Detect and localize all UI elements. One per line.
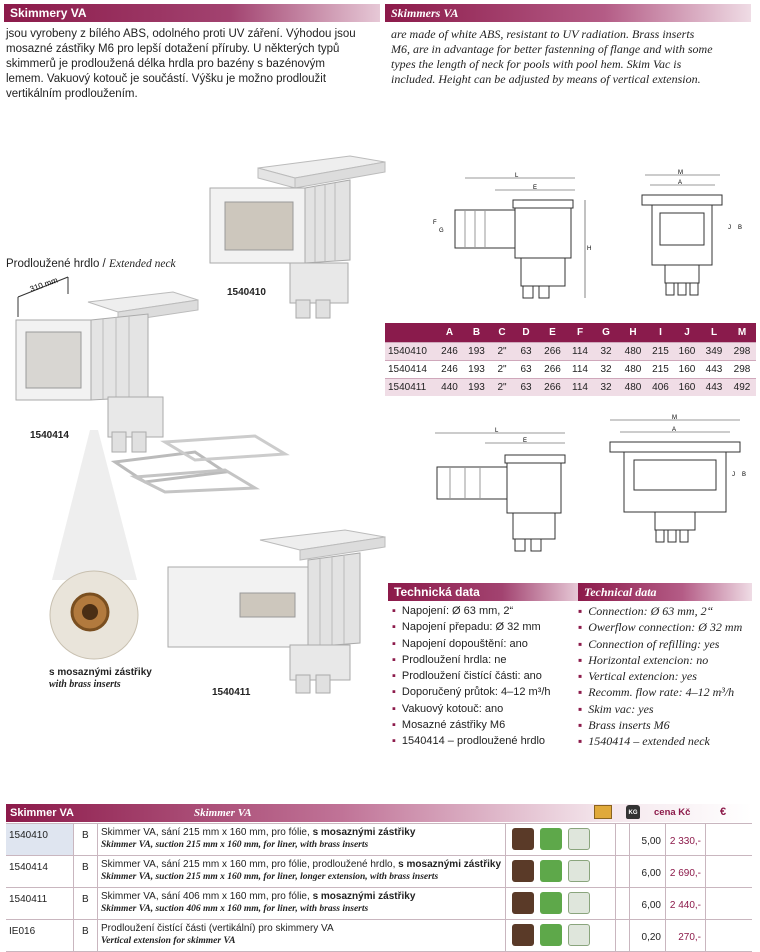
tech-title-cz: Technická data [394,585,480,599]
dim-cell: 2" [490,343,514,361]
tech-item: ▪ 1540414 – extended neck [578,733,754,749]
dim-cell: 2" [490,361,514,379]
eur-value [706,888,752,919]
brass-caption-en: with brass inserts [49,679,121,690]
dim-cell: 32 [593,361,619,379]
package-icon [594,805,612,819]
product-category: B [74,920,98,951]
product-description [98,856,506,887]
dim-cell: 266 [538,361,567,379]
svg-text:M: M [678,170,683,176]
dim-cell: 1540414 [385,361,436,379]
header-title-cz: Skimmery VA [10,6,87,20]
svg-text:E: E [533,185,538,191]
desc-cz: Skimmer VA, sání 215 mm x 160 mm, pro fólie, prodloužené hrdlo, [101,859,399,870]
tech-item: ▪ Vakuový kotouč: ano [392,701,577,717]
svg-text:B: B [742,472,747,478]
intro-en-line: included. Height can be adjusted by means of vertical extension. [391,72,701,86]
product-code[interactable] [6,824,74,855]
code-label-top: 1540410 [227,287,266,298]
dim-cell: 443 [700,361,728,379]
tech-item: ▪ Brass inserts M6 [578,717,754,733]
dim-cell: 246 [436,361,463,379]
dim-cell: 480 [619,361,647,379]
home-icon [568,828,590,850]
weight-icon [626,805,640,819]
thumb-up-icon [540,924,562,946]
dim-cell: 480 [619,379,647,397]
dim-cell: 63 [514,361,538,379]
dim-310-label: 310 mm [28,275,59,294]
tech-item: ▪ Owerflow connection: Ø 32 mm [578,619,754,635]
desc-cz-bold: s mosaznými zástřiky [312,891,416,902]
desc-en: Skimmer VA, suction 406 mm x 160 mm, for liner, [101,904,301,914]
tech-header-en [578,583,752,601]
tech-drawing-side-1 [425,168,595,308]
tech-item: ▪ Napojení dopouštění: ano [392,636,577,652]
tech-drawing-front-1 [630,165,750,310]
dim-cell: 266 [538,379,567,397]
feature-icons [506,824,616,855]
weight-value: 5,00 [630,824,666,855]
product-code[interactable] [6,920,74,951]
svg-text:J: J [732,472,735,478]
package-cell [616,824,630,855]
tech-list-en [578,603,754,750]
intro-en-line: M6, are in advantage for better fastenning of flange and with some [391,42,713,56]
product-description [98,888,506,919]
price-title-en: Skimmer VA [194,807,252,819]
dim-cell: 32 [593,343,619,361]
dim-header-cell: M [728,323,756,343]
dim-cell: 160 [674,343,700,361]
dim-cell: 215 [647,343,674,361]
product-code-text: 1540410 [9,830,48,841]
dim-cell: 193 [463,379,490,397]
eur-value [706,824,752,855]
dim-header-cell: C [490,323,514,343]
tech-item: ▪ Prodloužení čistící části: ano [392,668,577,684]
dim-cell: 114 [567,379,593,397]
intro-en [391,27,753,87]
product-code-text: 1540411 [9,894,48,905]
warranty-icon [512,828,534,850]
svg-text:G: G [439,228,444,234]
dim-cell: 443 [700,379,728,397]
price-table-header [6,804,752,822]
weight-value: 6,00 [630,888,666,919]
weight-icon-label: KG [628,810,638,816]
dim-cell: 492 [728,379,756,397]
thumb-up-icon [540,860,562,882]
product-code[interactable] [6,888,74,919]
dim-cell: 114 [567,343,593,361]
desc-en: Skimmer VA, suction 215 mm x 160 mm, for liner, [101,840,301,850]
dim-cell: 349 [700,343,728,361]
table-row [6,920,752,952]
intro-cz [6,27,382,102]
tech-item: ▪ Prodloužení hrdla: ne [392,652,577,668]
dim-cell: 406 [647,379,674,397]
feature-icons [506,920,616,951]
intro-cz-line: mosazné zástřiky M6 pro lepší dotažení příruby. U některých typů [6,43,340,55]
tech-item: ▪ Mosazné zástřiky M6 [392,717,577,733]
intro-en-line: are made of white ABS, resistant to UV radiation. Brass inserts [391,27,695,41]
intro-cz-line: lemem. Vakuový kotouč je součástí. Výšku je možno prodloužit [6,73,327,85]
dim-cell: 215 [647,361,674,379]
svg-text:A: A [672,427,677,433]
intro-en-line: types the length of neck for pools with pool hem. Skim Vac is [391,57,682,71]
tech-list-cz [392,603,577,750]
warranty-icon [512,860,534,882]
desc-en-bold: with brass inserts [370,872,439,882]
package-cell [616,920,630,951]
desc-cz-bold: s mosaznými zástřiky [312,827,416,838]
price-value: 2 690,- [666,856,706,887]
desc-en: Vertical extension for skimmer VA [101,936,236,946]
product-description [98,824,506,855]
dim-cell: 193 [463,361,490,379]
home-icon [568,860,590,882]
dim-header-cell: L [700,323,728,343]
intro-cz-line: skimmerů je prodloužená délka hrdla pro bazény s bazénovým [6,58,325,70]
home-icon [568,892,590,914]
product-code-text: IE016 [9,926,36,937]
tech-drawing-side-2 [425,425,585,560]
dim-cell: 114 [567,361,593,379]
home-icon [568,924,590,946]
dim-cell: 160 [674,361,700,379]
table-row [6,856,752,888]
package-cell [616,856,630,887]
brass-insert-image [42,430,152,665]
desc-en: Skimmer VA, suction 215 mm x 160 mm, for liner, longer extension, [101,872,371,882]
intro-cz-line: jsou vyrobeny z bílého ABS, odolného proti UV záření. Výhodou jsou [6,28,356,40]
price-title-cz: Skimmer VA [10,807,74,819]
feature-icons [506,888,616,919]
feature-icons [506,856,616,887]
dimensions-header-row [385,323,756,343]
svg-text:B: B [738,225,743,231]
product-category: B [74,824,98,855]
svg-text:L: L [495,428,499,434]
brass-caption-cz: s mosaznými zástřiky [49,667,152,678]
dim-cell: 266 [538,343,567,361]
skimmer-image-1540410 [200,150,390,325]
header-cz [4,4,380,22]
tech-item: ▪ Skim vac: yes [578,701,754,717]
thumb-up-icon [540,828,562,850]
product-code-text: 1540414 [9,862,48,873]
dimensions-row [385,361,756,379]
dim-cell: 246 [436,343,463,361]
svg-text:F: F [433,220,437,226]
dim-header-cell: D [514,323,538,343]
header-title-en: Skimmers VA [391,6,459,20]
tech-item: ▪ Vertical extencion: yes [578,668,754,684]
price-value: 2 440,- [666,888,706,919]
tech-drawing-front-2 [600,410,750,565]
tech-item: ▪ Horizontal extencion: no [578,652,754,668]
dim-cell: 298 [728,361,756,379]
desc-en-bold: with brass inserts [300,904,369,914]
dim-header-cell: E [538,323,567,343]
dim-cell: 2" [490,379,514,397]
dim-header-cell: G [593,323,619,343]
dim-cell: 193 [463,343,490,361]
desc-cz: Skimmer VA, sání 215 mm x 160 mm, pro fólie, [101,827,313,838]
product-category: B [74,888,98,919]
dim-header-cell: F [567,323,593,343]
svg-text:J: J [728,225,731,231]
price-col-czk: cena Kč [654,807,691,818]
dimensions-row [385,379,756,397]
extended-neck-en: Extended neck [108,258,176,270]
weight-value: 0,20 [630,920,666,951]
svg-text:H: H [587,246,592,252]
eur-value [706,856,752,887]
code-label-bottom: 1540411 [212,687,251,698]
price-value: 270,- [666,920,706,951]
svg-text:M: M [672,415,677,421]
dim-header-cell: B [463,323,490,343]
price-table-body [6,823,752,952]
svg-text:A: A [678,180,683,186]
desc-en-bold: with brass inserts [300,840,369,850]
product-description [98,920,506,951]
dim-header-cell: A [436,323,463,343]
dim-cell: 1540410 [385,343,436,361]
tech-item: ▪ Doporučený průtok: 4–12 m³/h [392,684,577,700]
product-category: B [74,856,98,887]
tech-item: ▪ Connection: Ø 63 mm, 2“ [578,603,754,619]
price-col-eur: € [720,806,727,818]
dim-header-cell: J [674,323,700,343]
skimmer-image-1540411 [160,525,390,705]
warranty-icon [512,892,534,914]
dim-cell: 1540411 [385,379,436,397]
tech-item: ▪ Recomm. flow rate: 4–12 m³/h [578,684,754,700]
tech-item: ▪ 1540414 – prodloužené hrdlo [392,733,577,749]
thumb-up-icon [540,892,562,914]
code-label-left: 1540414 [30,430,69,441]
dim-header-cell [385,323,436,343]
dim-cell: 440 [436,379,463,397]
dim-cell: 63 [514,379,538,397]
table-row [6,824,752,856]
package-cell [616,888,630,919]
header-en [385,4,751,22]
dim-cell: 63 [514,343,538,361]
price-value: 2 330,- [666,824,706,855]
tech-item: ▪ Napojení: Ø 63 mm, 2“ [392,603,577,619]
dim-cell: 298 [728,343,756,361]
tech-item: ▪ Napojení přepadu: Ø 32 mm [392,619,577,635]
dimensions-row [385,343,756,361]
dim-cell: 160 [674,379,700,397]
svg-text:L: L [515,173,519,179]
weight-value: 6,00 [630,856,666,887]
tech-title-en: Technical data [584,585,657,599]
dim-header-cell: H [619,323,647,343]
desc-cz: Skimmer VA, sání 406 mm x 160 mm, pro fólie, [101,891,313,902]
desc-cz-bold: s mosaznými zástřiky [398,859,501,870]
dim-cell: 480 [619,343,647,361]
table-row [6,888,752,920]
extended-neck-cz: Prodloužené hrdlo / [6,258,109,270]
dimensions-table [385,323,756,396]
svg-text:E: E [523,438,528,444]
dim-header-cell: I [647,323,674,343]
tech-item: ▪ Connection of refilling: yes [578,636,754,652]
tech-header-cz [388,583,578,601]
product-code[interactable] [6,856,74,887]
extended-neck-caption [6,258,176,270]
desc-cz: Prodloužení čistící části (vertikální) pro skimmery VA [101,923,334,934]
eur-value [706,920,752,951]
warranty-icon [512,924,534,946]
intro-cz-line: vertikálním prodloužením. [6,88,138,100]
dim-cell: 32 [593,379,619,397]
